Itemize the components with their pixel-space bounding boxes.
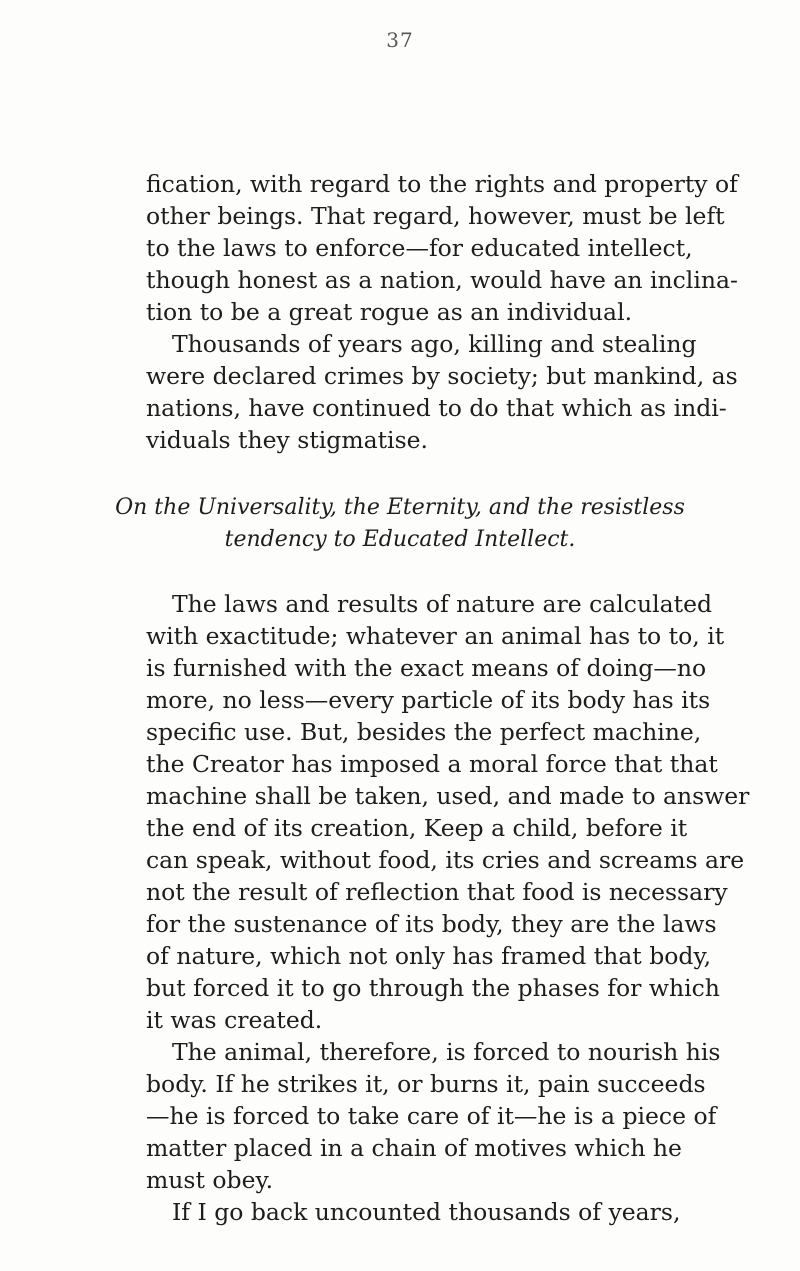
text-line: with exactitude; whatever an animal has to to, it <box>146 622 725 650</box>
text-line: is furnished with the exact means of doing—no <box>146 654 707 682</box>
text-line: matter placed in a chain of motives which he <box>146 1134 682 1162</box>
text-line: though honest as a nation, would have an inclina- <box>146 266 738 294</box>
text-line: tion to be a great rogue as an individual. <box>146 298 633 326</box>
section-heading-line: tendency to Educated Intellect. <box>224 527 576 552</box>
text-line: the Creator has imposed a moral force that that <box>146 750 718 778</box>
text-line: Thousands of years ago, killing and stealing <box>172 330 697 358</box>
text-line: specific use. But, besides the perfect machine, <box>146 718 702 746</box>
text-line: nations, have continued to do that which as indi- <box>146 394 727 422</box>
text-line: were declared crimes by society; but mankind, as <box>146 362 738 390</box>
text-line: more, no less—every particle of its body has its <box>146 686 711 714</box>
text-line: The animal, therefore, is forced to nourish his <box>172 1038 721 1066</box>
text-line: must obey. <box>146 1166 274 1194</box>
section-heading-line: On the Universality, the Eternity, and the resistless <box>115 495 685 520</box>
text-line: of nature, which not only has framed that body, <box>146 942 712 970</box>
text-line: The laws and results of nature are calculated <box>172 590 713 618</box>
text-line: viduals they stigmatise. <box>146 426 429 454</box>
text-line: body. If he strikes it, or burns it, pain succeeds <box>146 1070 706 1098</box>
text-line: for the sustenance of its body, they are the laws <box>146 910 717 938</box>
text-line: it was created. <box>146 1006 323 1034</box>
text-line: fication, with regard to the rights and property of <box>146 170 738 198</box>
page-number: 37 <box>386 28 414 52</box>
text-line: —he is forced to take care of it—he is a piece of <box>146 1102 717 1130</box>
text-line: the end of its creation, Keep a child, before it <box>146 814 688 842</box>
text-line: other beings. That regard, however, must be left <box>146 202 725 230</box>
text-line: to the laws to enforce—for educated intellect, <box>146 234 693 262</box>
text-line: machine shall be taken, used, and made to answer <box>146 782 750 810</box>
text-line: If I go back uncounted thousands of years, <box>172 1198 681 1226</box>
text-line: but forced it to go through the phases for which <box>146 974 720 1002</box>
text-line: not the result of reflection that food is necessary <box>146 878 728 906</box>
text-line: can speak, without food, its cries and screams are <box>146 846 745 874</box>
